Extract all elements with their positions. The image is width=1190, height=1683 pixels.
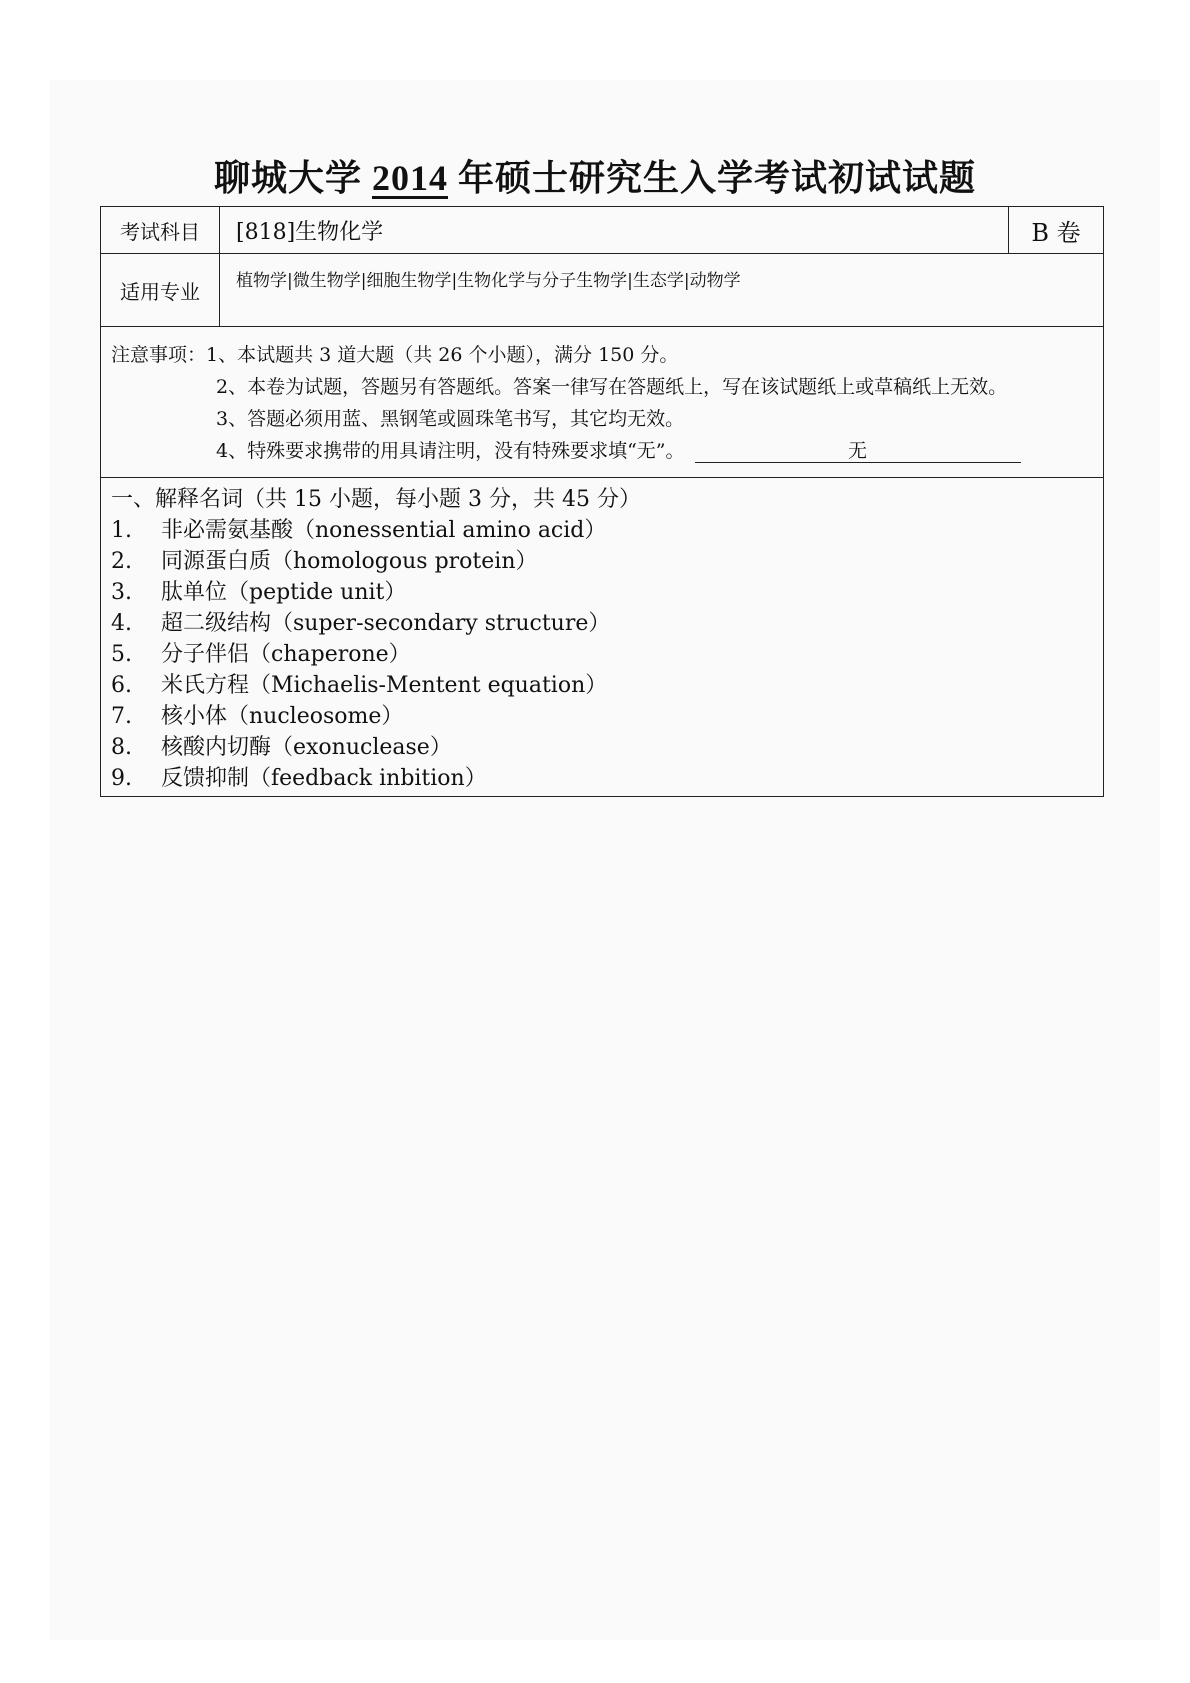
item-number: 8. (111, 735, 132, 760)
item-number: 4. (111, 611, 132, 636)
item-text: 肽单位（peptide unit） (161, 580, 407, 605)
section-title: 一、解释名词（共 15 小题，每小题 3 分，共 45 分） (111, 487, 641, 512)
exam-year: 2014 (372, 158, 448, 198)
note-text: 1、本试题共 3 道大题（共 26 个小题），满分 150 分。 (206, 344, 679, 366)
item-number: 9. (111, 766, 132, 791)
notes-label: 注意事项： (111, 344, 207, 366)
list-item (111, 515, 641, 546)
item-number: 1. (111, 518, 132, 543)
major-value: 植物学|微生物学|细胞生物学|生物化学与分子生物学|生态学|动物学 (236, 271, 741, 291)
note-line: 3、答题必须用蓝、黑钢笔或圆珠笔书写，其它均无效。 (216, 408, 685, 430)
notes-row (101, 327, 1103, 478)
list-item (111, 732, 641, 763)
list-item (111, 701, 641, 732)
exam-title (0, 150, 1190, 201)
university-name: 聊城大学 (213, 157, 362, 199)
list-item (111, 546, 641, 577)
item-text: 核小体（nucleosome） (161, 704, 404, 729)
item-text: 非必需氨基酸（nonessential amino acid） (161, 518, 607, 543)
list-item (111, 608, 641, 639)
item-text: 同源蛋白质（homologous protein） (161, 549, 538, 574)
item-text: 米氏方程（Michaelis-Mentent equation） (161, 673, 608, 698)
exam-info-table (100, 206, 1104, 797)
item-text: 超二级结构（super-secondary structure） (161, 611, 611, 636)
major-row (101, 254, 1103, 327)
note-line (111, 435, 1021, 467)
list-item (111, 639, 641, 670)
list-item (111, 670, 641, 701)
item-number: 2. (111, 549, 132, 574)
item-number: 6. (111, 673, 132, 698)
subject-value: [818]生物化学 (236, 219, 384, 245)
subject-label: 考试科目 (101, 207, 220, 253)
item-number: 7. (111, 704, 132, 729)
paper-type: B 卷 (1008, 207, 1103, 253)
note-line (111, 339, 1021, 371)
list-item (111, 763, 641, 794)
item-number: 3. (111, 580, 132, 605)
notes-block (101, 327, 1021, 477)
item-text: 核酸内切酶（exonuclease） (161, 735, 452, 760)
item-text: 分子伴侣（chaperone） (161, 642, 411, 667)
item-number: 5. (111, 642, 132, 667)
list-item (111, 577, 641, 608)
item-text: 反馈抑制（feedback inbition） (161, 766, 487, 791)
note-line: 2、本卷为试题，答题另有答题纸。答案一律写在答题纸上，写在该试题纸上或草稿纸上无效。 (216, 376, 1008, 398)
exam-title-suffix: 年硕士研究生入学考试初试试题 (458, 157, 977, 199)
note-text: 4、特殊要求携带的用具请注明，没有特殊要求填“无”。 (216, 440, 685, 462)
subject-row (101, 207, 1103, 254)
special-items-blank: 无 (695, 440, 1021, 463)
major-label: 适用专业 (101, 254, 220, 326)
section-content (111, 484, 641, 796)
section-definitions (101, 478, 1103, 796)
